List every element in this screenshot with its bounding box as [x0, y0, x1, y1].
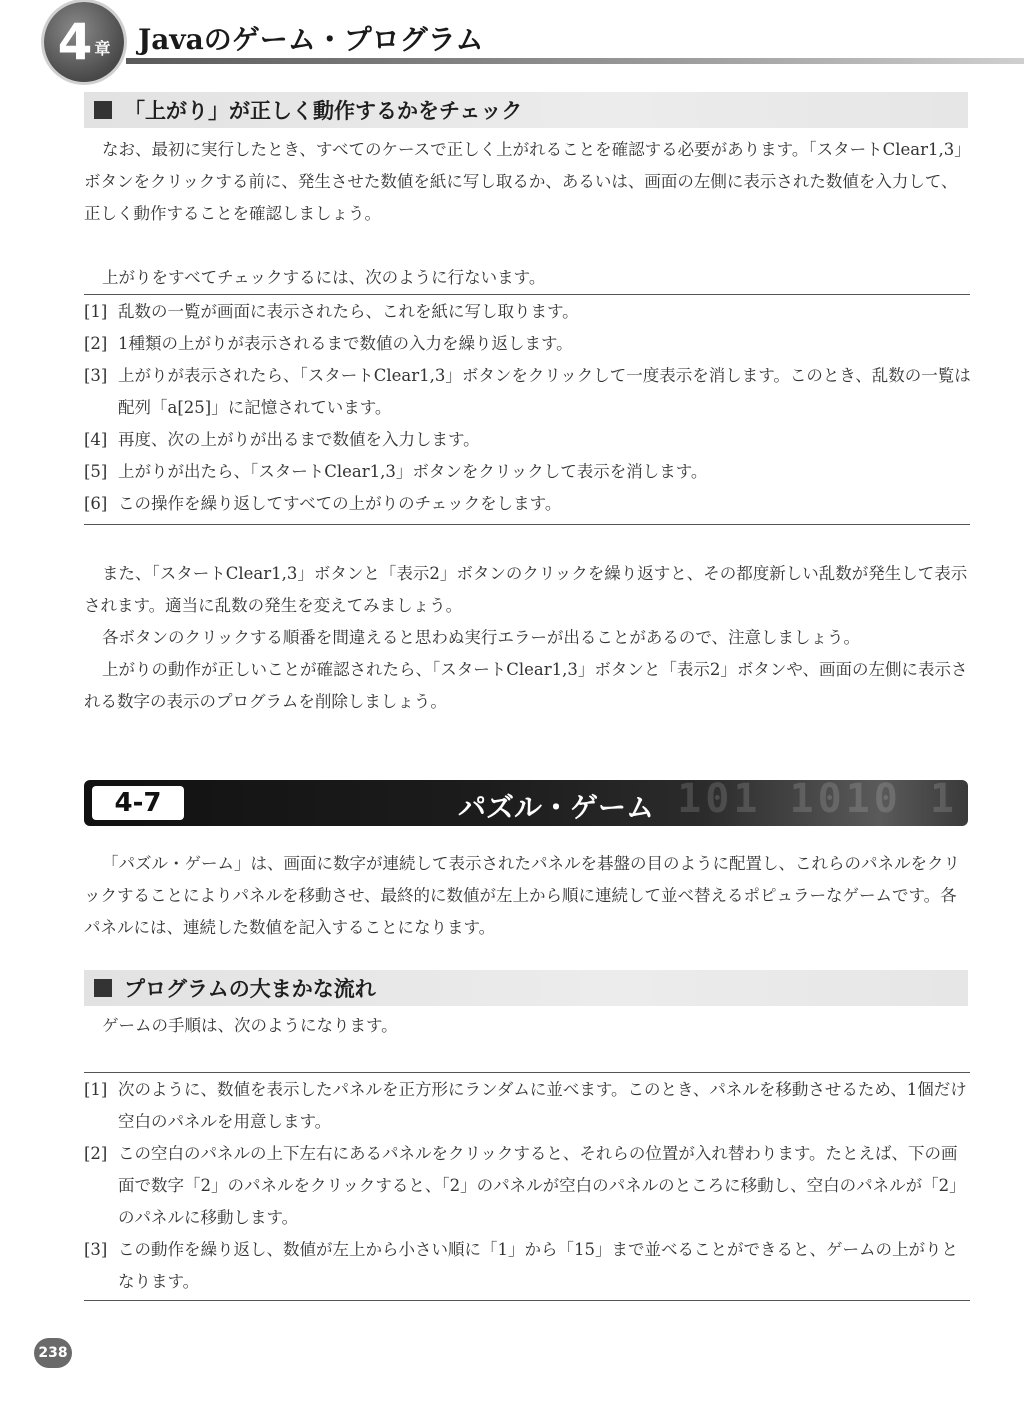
- list-item: [84, 296, 972, 328]
- paragraph-delete: 上がりの動作が正しいことが確認されたら、「スタートClear1,3」ボタンと「表示2」ボタンや、画面の左側に表示される数字の表示のプログラムを削除しましょう。: [84, 660, 968, 711]
- divider-top: [84, 294, 970, 295]
- step-number: [2]: [84, 1144, 108, 1163]
- divider-bottom: [84, 524, 970, 525]
- step-text: 1種類の上がりが表示されるまで数値の入力を繰り返します。: [118, 334, 573, 353]
- chapter-header: [0, 0, 1024, 80]
- step-text: 上がりが出たら、「スタートClear1,3」ボタンをクリックして表示を消します。: [118, 462, 708, 481]
- list-item: [84, 456, 972, 488]
- page-number: 238: [34, 1338, 72, 1368]
- binary-decoration: 101 1010 1: [677, 780, 958, 822]
- list-item: [84, 424, 972, 456]
- paragraph-lead: 上がりをすべてチェックするには、次のように行ないます。: [102, 268, 546, 287]
- chapter-rule: [126, 58, 1024, 64]
- section-number: 4-7: [114, 788, 162, 818]
- step-list-procedure: [84, 1074, 972, 1298]
- chapter-number: 4: [57, 13, 93, 71]
- step-number: [1]: [84, 302, 108, 321]
- paragraph-repeat: また、「スタートClear1,3」ボタンと「表示2」ボタンのクリックを繰り返すと、その都度新しい乱数が発生して表示されます。適当に乱数の発生を変えてみましょう。: [84, 564, 968, 615]
- step-text: 乱数の一覧が画面に表示されたら、これを紙に写し取ります。: [118, 302, 579, 321]
- section-title: プログラムの大まかな流れ: [124, 977, 376, 1001]
- section-title: 「上がり」が正しく動作するかをチェック: [124, 99, 523, 123]
- step-text: 上がりが表示されたら、「スタートClear1,3」ボタンをクリックして一度表示を消します。このとき、乱数の一覧は配列「a[25]」に記憶されています。: [118, 366, 971, 417]
- chapter-badge: [44, 2, 124, 82]
- step-text: 再度、次の上がりが出るまで数値を入力します。: [118, 430, 480, 449]
- list-item: [84, 1074, 972, 1138]
- section-heading-flow: [84, 970, 968, 1006]
- paragraph-caution: 各ボタンのクリックする順番を間違えると思わぬ実行エラーが出ることがあるので、注意しましょう。: [102, 628, 861, 647]
- list-item: [84, 488, 972, 520]
- step-text: この空白のパネルの上下左右にあるパネルをクリックすると、それらの位置が入れ替わります。たとえば、下の画面で数字「2」のパネルをクリックすると、「2」のパネルが空白のパネルのところに移動し、空白のパネルが「2」のパネルに移動します。: [118, 1144, 966, 1227]
- list-item: [84, 1234, 972, 1298]
- step-text: この操作を繰り返してすべての上がりのチェックをします。: [118, 494, 562, 513]
- step-number: [5]: [84, 462, 108, 481]
- step-list-check: [84, 296, 972, 520]
- square-bullet-icon: [94, 101, 112, 119]
- step-number: [1]: [84, 1080, 108, 1099]
- step-number: [3]: [84, 1240, 108, 1259]
- chapter-title: Javaのゲーム・プログラム: [138, 23, 484, 56]
- step-text: この動作を繰り返し、数値が左上から小さい順に「1」から「15」まで並べることができると、ゲームの上がりとなります。: [118, 1240, 958, 1291]
- step-number: [3]: [84, 366, 108, 385]
- section-banner-title: パズル・ゲーム: [457, 791, 654, 824]
- section-banner: [84, 780, 968, 826]
- list-item: [84, 360, 972, 424]
- step-number: [2]: [84, 334, 108, 353]
- square-bullet-icon: [94, 979, 112, 997]
- step-number: [6]: [84, 494, 108, 513]
- divider-bottom: [84, 1300, 970, 1301]
- paragraph-intro: なお、最初に実行したとき、すべてのケースで正しく上がれることを確認する必要があります。「スタートClear1,3」ボタンをクリックする前に、発生させた数値を紙に写し取るか、あるいは、画面の左側に表示された数値を入力して、正しく動作することを確認しましょう。: [84, 140, 971, 223]
- step-number: [4]: [84, 430, 108, 449]
- list-item: [84, 328, 972, 360]
- paragraph-puzzle-intro: 「パズル・ゲーム」は、画面に数字が連続して表示されたパネルを碁盤の目のように配置し、これらのパネルをクリックすることによりパネルを移動させ、最終的に数値が左上から順に連続して並べ替えるポピュラーなゲームです。各パネルには、連続した数値を記入することになります。: [84, 854, 960, 937]
- paragraph-procedure-lead: ゲームの手順は、次のようになります。: [102, 1016, 398, 1035]
- chapter-suffix: 章: [94, 38, 111, 58]
- section-heading-check: [84, 92, 968, 128]
- step-text: 次のように、数値を表示したパネルを正方形にランダムに並べます。このとき、パネルを移動させるため、1個だけ空白のパネルを用意します。: [118, 1080, 967, 1131]
- list-item: [84, 1138, 972, 1234]
- divider-top: [84, 1072, 970, 1073]
